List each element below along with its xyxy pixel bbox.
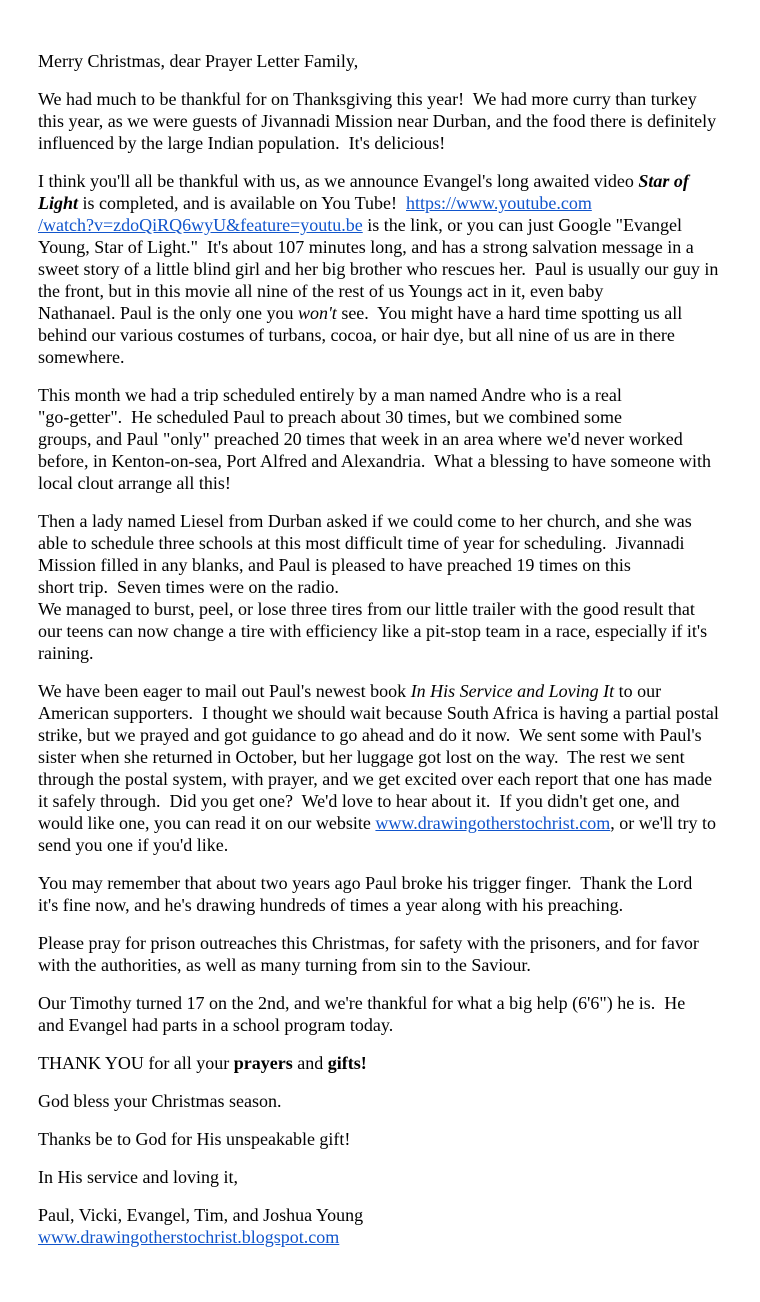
text-line <box>38 620 732 642</box>
text-line <box>38 450 732 472</box>
text-run: This month we had a trip scheduled entirely by a man named Andre who is a real <box>38 385 622 405</box>
paragraph-prayer-request <box>38 932 732 976</box>
paragraph-god-bless <box>38 1090 732 1112</box>
text-line <box>38 110 732 132</box>
text-run: the front, but in this movie all nine of the rest of us Youngs act in it, even baby <box>38 281 604 301</box>
text-run: We had much to be thankful for on Thanksgiving this year! We had more curry than turkey <box>38 89 697 109</box>
text-run: won't <box>297 303 337 323</box>
text-line <box>38 872 732 894</box>
paragraph-thanks-be <box>38 1128 732 1150</box>
text-line <box>38 88 732 110</box>
text-line <box>38 324 732 346</box>
text-line <box>38 642 732 664</box>
text-run: local clout arrange all this! <box>38 473 231 493</box>
text-run: strike, but we prayed and got guidance to go ahead and do it now. We sent some with Paul's <box>38 725 702 745</box>
text-line <box>38 346 732 368</box>
text-run: prayers <box>233 1053 293 1073</box>
text-line <box>38 428 732 450</box>
text-run: , or we'll try to <box>610 813 716 833</box>
paragraph-newest-book <box>38 680 732 856</box>
text-line <box>38 894 732 916</box>
paragraph-liesel-trip <box>38 510 732 664</box>
signature <box>38 1204 732 1248</box>
text-run: Then a lady named Liesel from Durban asked if we could come to her church, and she was <box>38 511 692 531</box>
text-run: this year, as we were guests of Jivannadi Mission near Durban, and the food there is definitely <box>38 111 717 131</box>
text-line <box>38 954 732 976</box>
text-line <box>38 992 732 1014</box>
text-run: Light <box>38 193 79 213</box>
text-run: would like one, you can read it on our website <box>38 813 376 833</box>
text-run: able to schedule three schools at this most difficult time of year for scheduling. Jivannadi <box>38 533 685 553</box>
text-line <box>38 1014 732 1036</box>
text-run: it's fine now, and he's drawing hundreds of times a year along with his preaching. <box>38 895 624 915</box>
text-line <box>38 1166 732 1188</box>
text-run: short trip. Seven times were on the radio. <box>38 577 339 597</box>
paragraph-star-of-light <box>38 170 732 368</box>
text-line <box>38 554 732 576</box>
text-run: raining. <box>38 643 94 663</box>
website-link[interactable]: www.drawingotherstochrist.com <box>375 813 611 833</box>
text-line <box>38 472 732 494</box>
text-line <box>38 50 732 72</box>
text-run: Merry Christmas, dear Prayer Letter Family, <box>38 51 359 71</box>
text-run: is the link, or you can just Google "Evangel <box>362 215 683 235</box>
text-run: In His service and loving it, <box>38 1167 238 1187</box>
paragraph-thank-you <box>38 1052 732 1074</box>
text-line <box>38 170 732 192</box>
text-run: We have been eager to mail out Paul's newest book <box>38 681 411 701</box>
text-line <box>38 680 732 702</box>
text-line <box>38 724 732 746</box>
text-run: I think you'll all be thankful with us, as we announce Evangel's long awaited video <box>38 171 639 191</box>
text-run: to our <box>614 681 662 701</box>
text-run: American supporters. I thought we should wait because South Africa is having a partial postal <box>38 703 719 723</box>
text-run: God bless your Christmas season. <box>38 1091 282 1111</box>
text-run: it safely through. Did you get one? We'd love to hear about it. If you didn't get one, and <box>38 791 680 811</box>
text-run: sister when she returned in October, but her luggage got lost on the way. The rest we sent <box>38 747 685 767</box>
text-run: groups, and Paul "only" preached 20 times that week in an area where we'd never worked <box>38 429 683 449</box>
paragraph-andre-trip <box>38 384 732 494</box>
text-run: through the postal system, with prayer, and we get excited over each report that one has made <box>38 769 713 789</box>
blogspot-link[interactable]: www.drawingotherstochrist.blogspot.com <box>38 1227 340 1247</box>
text-line <box>38 192 732 214</box>
text-run: sweet story of a little blind girl and her big brother who rescues her. Paul is usually our guy in <box>38 259 719 279</box>
text-run: see. You might have a hard time spotting us all <box>336 303 683 323</box>
text-run: In His Service and Loving It <box>410 681 615 701</box>
text-line <box>38 834 732 856</box>
text-run: behind our various costumes of turbans, cocoa, or hair dye, but all nine of us are in there <box>38 325 675 345</box>
text-run: with the authorities, as well as many turning from sin to the Saviour. <box>38 955 531 975</box>
text-line <box>38 1128 732 1150</box>
text-run: Mission filled in any blanks, and Paul is pleased to have preached 19 times on this <box>38 555 631 575</box>
youtube-link-part-1[interactable]: https://www.youtube.com <box>406 193 592 213</box>
text-run: Star of <box>638 171 689 191</box>
text-line <box>38 214 732 236</box>
paragraph-timothy <box>38 992 732 1036</box>
text-run: our teens can now change a tire with efficiency like a pit-stop team in a race, especially if it's <box>38 621 708 641</box>
text-line <box>38 510 732 532</box>
text-run: Our Timothy turned 17 on the 2nd, and we're thankful for what a big help (6'6") he is. He <box>38 993 686 1013</box>
text-line <box>38 532 732 554</box>
text-line <box>38 384 732 406</box>
text-run: "go-getter". He scheduled Paul to preach about 30 times, but we combined some <box>38 407 623 427</box>
text-line <box>38 790 732 812</box>
text-line <box>38 302 732 324</box>
text-line <box>38 598 732 620</box>
youtube-link-part-2[interactable]: /watch?v=zdoQiRQ6wyU&feature=youtu.be <box>38 215 363 235</box>
text-line <box>38 576 732 598</box>
text-run: and Evangel had parts in a school program today. <box>38 1015 394 1035</box>
text-run: gifts! <box>327 1053 367 1073</box>
text-line <box>38 702 732 724</box>
text-line <box>38 132 732 154</box>
text-line <box>38 768 732 790</box>
text-line <box>38 258 732 280</box>
text-line <box>38 1226 732 1248</box>
text-run: influenced by the large Indian population. It's delicious! <box>38 133 446 153</box>
text-run: Nathanael. Paul is the only one you <box>38 303 298 323</box>
text-run: Please pray for prison outreaches this Christmas, for safety with the prisoners, and for favor <box>38 933 699 953</box>
text-line <box>38 280 732 302</box>
text-run: before, in Kenton-on-sea, Port Alfred and Alexandria. What a blessing to have someone with <box>38 451 711 471</box>
text-run: Thanks be to God for His unspeakable gift! <box>38 1129 351 1149</box>
text-line <box>38 1204 732 1226</box>
text-line <box>38 406 732 428</box>
paragraph-trigger-finger <box>38 872 732 916</box>
closing <box>38 1166 732 1188</box>
text-run: You may remember that about two years ago Paul broke his trigger finger. Thank the Lord <box>38 873 693 893</box>
text-run: somewhere. <box>38 347 125 367</box>
text-run: and <box>292 1053 328 1073</box>
paragraph-thanksgiving <box>38 88 732 154</box>
text-line <box>38 1052 732 1074</box>
text-run: Young, Star of Light." It's about 107 minutes long, and has a strong salvation message in a <box>38 237 694 257</box>
text-line <box>38 1090 732 1112</box>
text-line <box>38 746 732 768</box>
salutation <box>38 50 732 72</box>
text-run: is completed, and is available on You Tube! <box>78 193 406 213</box>
text-line <box>38 236 732 258</box>
text-run: We managed to burst, peel, or lose three tires from our little trailer with the good result that <box>38 599 695 619</box>
text-run: send you one if you'd like. <box>38 835 229 855</box>
text-line <box>38 932 732 954</box>
text-run: Paul, Vicki, Evangel, Tim, and Joshua Young <box>38 1205 364 1225</box>
text-run: THANK YOU for all your <box>38 1053 234 1073</box>
letter-body <box>38 50 732 1248</box>
text-line <box>38 812 732 834</box>
